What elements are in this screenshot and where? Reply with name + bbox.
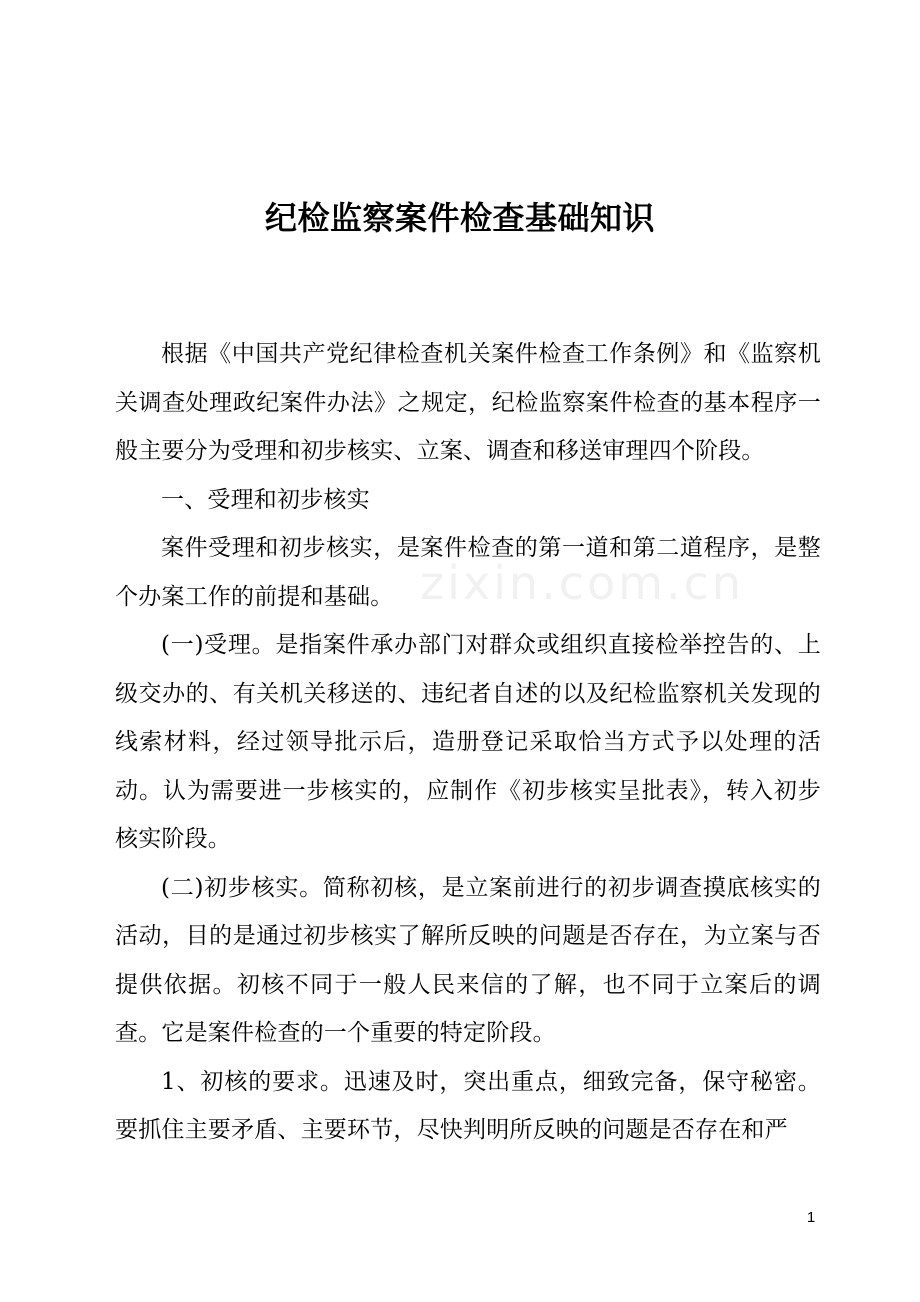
paragraph-initial-verification: (二)初步核实。简称初核，是立案前进行的初步调查摸底核实的活动，目的是通过初步核实了解所反映的问题是否存在，为立案与否提供依据。初核不同于一般人民来信的了解，也不同于立案后的调查。它是案件检查的一个重要的特定阶段。 — [115, 874, 821, 1046]
paragraph-intro: 根据《中国共产党纪律检查机关案件检查工作条例》和《监察机关调查处理政纪案件办法》之规定，纪检监察案件检查的基本程序一般主要分为受理和初步核实、立案、调查和移送审理四个阶段。 — [115, 341, 821, 464]
document-title: 纪检监察案件检查基础知识 — [264, 199, 655, 237]
page-number: 1 — [806, 1209, 816, 1226]
paragraph-requirements: 1、初核的要求。迅速及时，突出重点，细致完备，保守秘密。要抓住主要矛盾、主要环节，尽快判明所反映的问题是否存在和严 — [115, 1068, 821, 1143]
section-heading-1: 一、受理和初步核实 — [161, 486, 370, 513]
watermark: zixin.com.cn — [420, 556, 745, 610]
paragraph-acceptance: (一)受理。是指案件承办部门对群众或组织直接检举控告的、上级交办的、有关机关移送的、违纪者自述的以及纪检监察机关发现的线索材料，经过领导批示后，造册登记采取恰当方式予以处理的活动。认为需要进一步核实的，应制作《初步核实呈批表》，转入初步核实阶段。 — [115, 632, 821, 852]
paragraph-section-1: 案件受理和初步核实，是案件检查的第一道和第二道程序，是整个办案工作的前提和基础。 — [115, 535, 821, 610]
document-body — [115, 330, 821, 1155]
